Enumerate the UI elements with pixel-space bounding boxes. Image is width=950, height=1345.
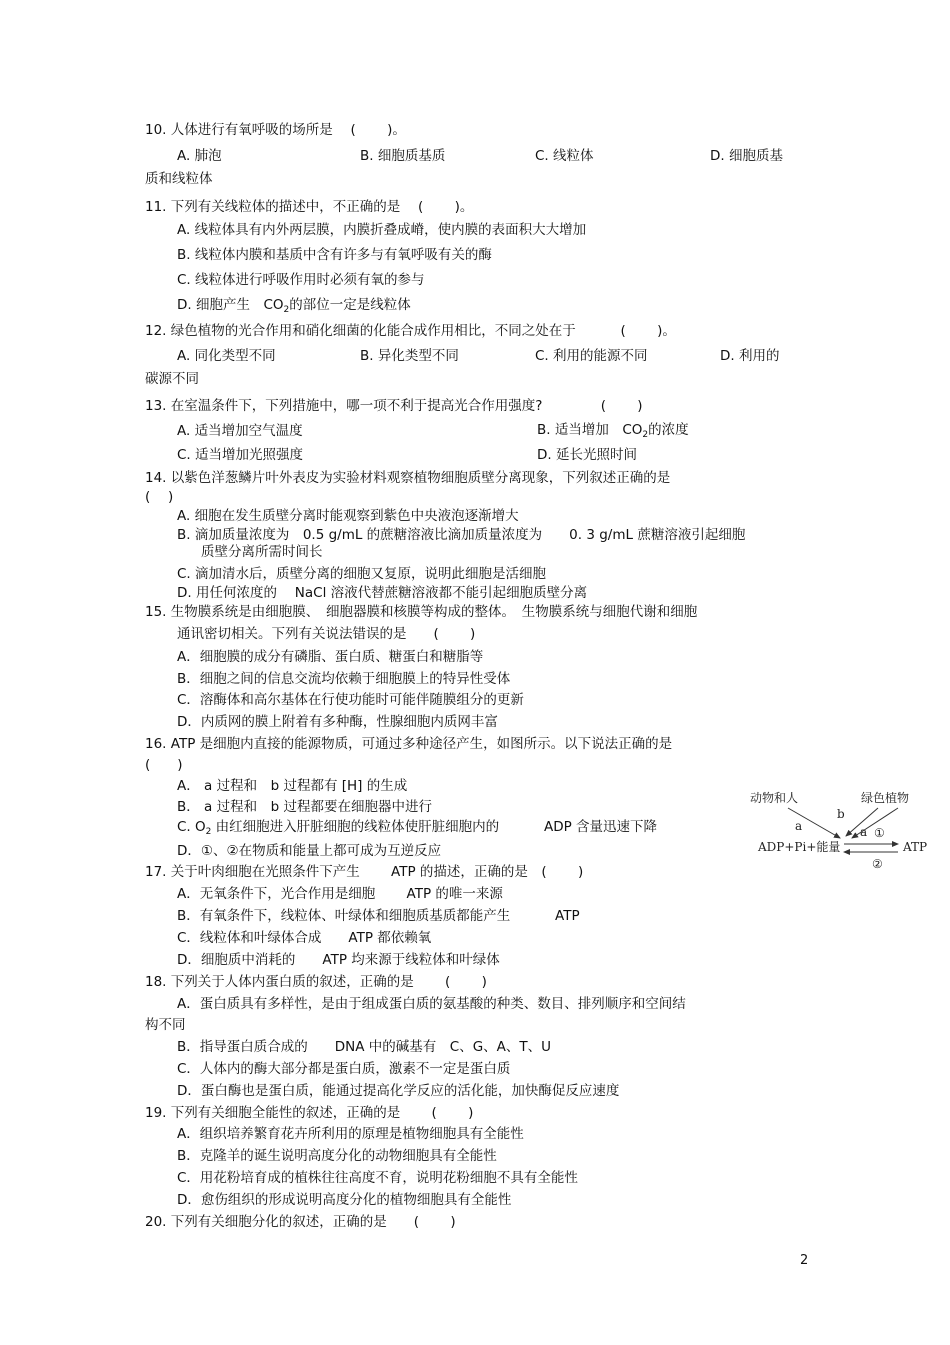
question-13-option-d: D. 延长光照时间 [537,447,637,463]
question-15-option-a: A．细胞膜的成分有磷脂、蛋白质、糖蛋白和糖脂等 [177,649,484,665]
question-12-option-d: D. 利用的 [720,348,780,364]
question-16-option-b: B． a 过程和 b 过程都要在细胞器中进行 [177,799,432,815]
page-number: 2 [800,1253,809,1268]
question-17-option-b: B．有氧条件下，线粒体、叶绿体和细胞质基质都能产生 ATP [177,908,580,924]
question-18-option-a: A．蛋白质具有多样性，是由于组成蛋白质的氨基酸的种类、数目、排列顺序和空间结 [177,996,686,1012]
question-18-option-c: C．人体内的酶大部分都是蛋白质，激素不一定是蛋白质 [177,1061,511,1077]
question-17-option-d: D．细胞质中消耗的 ATP 均来源于线粒体和叶绿体 [177,952,500,968]
question-16-stem: 16. ATP 是细胞内直接的能源物质，可通过多种途径产生，如图所示。以下说法正确的是 [145,736,673,752]
question-15-option-b: B．细胞之间的信息交流均依赖于细胞膜上的特异性受体 [177,671,511,687]
question-15-option-c: C．溶酶体和高尔基体在行使功能时可能伴随膜组分的更新 [177,692,524,708]
question-12-stem: 12. 绿色植物的光合作用和硝化细菌的化能合成作用相比，不同之处在于 ( )。 [145,323,676,339]
diagram-label-animals: 动物和人 [750,791,799,805]
diagram-label-a-animals: a [795,819,803,833]
question-19-option-c: C．用花粉培育成的植株往往高度不育，说明花粉细胞不具有全能性 [177,1170,578,1186]
diagram-label-a-plants: a [860,825,868,839]
question-19-option-d: D．愈伤组织的形成说明高度分化的植物细胞具有全能性 [177,1192,512,1208]
question-11-stem: 11. 下列有关线粒体的描述中，不正确的是 ( )。 [145,199,474,215]
question-15-stem: 15. 生物膜系统是由细胞膜、 细胞器膜和核膜等构成的整体。 生物膜系统与细胞代谢和细胞 [145,604,698,620]
question-18-option-d: D．蛋白酶也是蛋白质，能通过提高化学反应的活化能，加快酶促反应速度 [177,1083,620,1099]
question-13-option-a: A. 适当增加空气温度 [177,423,303,439]
question-14-option-b-continued: 质壁分离所需时间长 [201,544,323,560]
question-20-stem: 20. 下列有关细胞分化的叙述，正确的是 ( ) [145,1214,456,1230]
diagram-label-circle-2: ② [872,857,883,871]
question-12-option-a: A. 同化类型不同 [177,348,276,364]
diagram-label-adp: ADP+Pi+能量 [758,840,841,854]
question-16-option-c: C. $O_2$ 由红细胞进入肝脏细胞的线粒体使肝脏细胞内的 ADP 含量迅速下降 [177,819,658,837]
question-14-option-b: B. 滴加质量浓度为 0.5 g/mL 的蔗糖溶液比滴加质量浓度为 0. 3 g/mL 蔗糖溶液引起细胞 [177,527,746,543]
question-16-stem-continued: ( ) [145,757,183,773]
question-18-option-b: B．指导蛋白质合成的 DNA 中的碱基有 C、G、A、T、U [177,1039,552,1055]
question-13-option-c: C. 适当增加光照强度 [177,447,304,463]
question-14-stem-continued: ( ) [145,489,174,505]
atp-cycle-diagram [748,788,934,872]
question-15-stem-continued: 通讯密切相关。下列有关说法错误的是 ( ) [177,626,476,642]
question-11-option-c: C. 线粒体进行呼吸作用时必须有氧的参与 [177,272,425,288]
question-10-option-d-continued: 质和线粒体 [145,171,213,187]
question-14-stem: 14. 以紫色洋葱鳞片叶外表皮为实验材料观察植物细胞质壁分离现象，下列叙述正确的是 [145,470,671,486]
question-11-option-a: A. 线粒体具有内外两层膜，内膜折叠成嵴，使内膜的表面积大大增加 [177,222,587,238]
question-11-option-d: D. 细胞产生 $CO_2$的部位一定是线粒体 [177,297,411,315]
diagram-label-circle-1: ① [874,826,885,840]
question-12-option-b: B. 异化类型不同 [360,348,459,364]
question-18-option-a-continued: 构不同 [145,1017,186,1033]
question-19-stem: 19. 下列有关细胞全能性的叙述，正确的是 ( ) [145,1105,474,1121]
diagram-label-atp: ATP [903,840,928,854]
question-18-stem: 18. 下列关于人体内蛋白质的叙述，正确的是 ( ) [145,974,487,990]
question-17-option-a: A．无氧条件下，光合作用是细胞 ATP 的唯一来源 [177,886,503,902]
question-10-option-a: A. 肺泡 [177,148,222,164]
question-16-option-d: D．①、②在物质和能量上都可成为互逆反应 [177,843,442,859]
question-10-option-b: B. 细胞质基质 [360,148,446,164]
question-15-option-d: D．内质网的膜上附着有多种酶，性腺细胞内质网丰富 [177,714,498,730]
question-14-option-a: A. 细胞在发生质壁分离时能观察到紫色中央液泡逐渐增大 [177,508,519,524]
diagram-label-plants: 绿色植物 [861,791,910,805]
question-13-stem: 13. 在室温条件下，下列措施中，哪一项不利于提高光合作用强度? ( ) [145,398,643,414]
question-13-option-b: B. 适当增加 $CO_2$的浓度 [537,422,689,440]
question-14-option-c: C. 滴加清水后，质壁分离的细胞又复原，说明此细胞是活细胞 [177,566,547,582]
question-10-option-d: D. 细胞质基 [710,148,783,164]
question-19-option-b: B．克隆羊的诞生说明高度分化的动物细胞具有全能性 [177,1148,497,1164]
question-11-option-b: B. 线粒体内膜和基质中含有许多与有氧呼吸有关的酶 [177,247,492,263]
question-10-stem: 10. 人体进行有氧呼吸的场所是 ( )。 [145,122,406,138]
question-17-stem: 17. 关于叶肉细胞在光照条件下产生 ATP 的描述，正确的是 ( ) [145,864,584,880]
diagram-label-b: b [837,807,845,821]
question-14-option-d: D. 用任何浓度的 NaCl 溶液代替蔗糖溶液都不能引起细胞质壁分离 [177,585,588,601]
question-10-option-c: C. 线粒体 [535,148,594,164]
question-17-option-c: C．线粒体和叶绿体合成 ATP 都依赖氧 [177,930,432,946]
question-16-option-a: A． a 过程和 b 过程都有 [H] 的生成 [177,778,408,794]
question-12-option-d-continued: 碳源不同 [145,371,199,387]
question-19-option-a: A．组织培养繁育花卉所利用的原理是植物细胞具有全能性 [177,1126,524,1142]
question-12-option-c: C. 利用的能源不同 [535,348,648,364]
